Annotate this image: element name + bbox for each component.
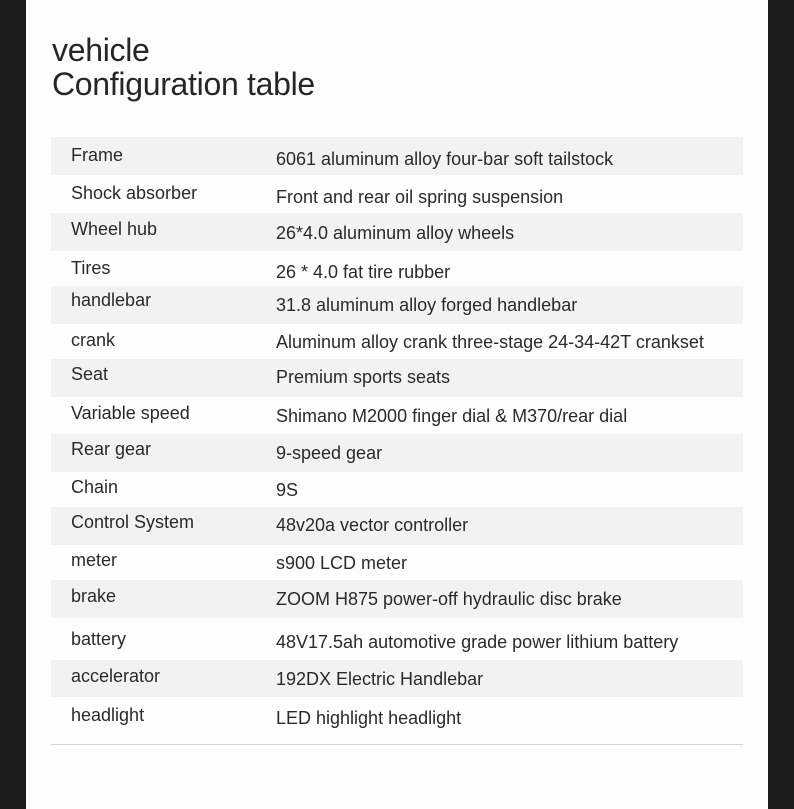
row-value: Aluminum alloy crank three-stage 24-34-42T crankset xyxy=(276,332,704,352)
table-row xyxy=(51,175,743,213)
row-value: LED highlight headlight xyxy=(276,708,462,728)
row-label: crank xyxy=(71,330,116,350)
row-label: Tires xyxy=(71,258,111,278)
row-value: 48v20a vector controller xyxy=(276,515,469,535)
row-value: 9S xyxy=(276,480,299,500)
table-row xyxy=(51,434,743,472)
title-line-2: Configuration table xyxy=(52,66,315,102)
table-row xyxy=(51,545,743,580)
row-value: 6061 aluminum alloy four-bar soft tailstock xyxy=(276,149,614,169)
row-value: 9-speed gear xyxy=(276,443,383,463)
row-label: handlebar xyxy=(71,290,152,310)
row-value: 31.8 aluminum alloy forged handlebar xyxy=(276,295,578,315)
row-value: 26*4.0 aluminum alloy wheels xyxy=(276,223,515,243)
row-value: 192DX Electric Handlebar xyxy=(276,669,484,689)
spec-panel xyxy=(26,0,768,809)
row-label: Variable speed xyxy=(71,403,190,423)
table-row xyxy=(51,697,743,737)
row-label: Rear gear xyxy=(71,439,152,459)
row-value: s900 LCD meter xyxy=(276,553,408,573)
row-label: Control System xyxy=(71,512,195,532)
row-label: Chain xyxy=(71,477,119,497)
table-row xyxy=(51,137,743,175)
row-label: Shock absorber xyxy=(71,183,198,203)
table-row xyxy=(51,507,743,545)
row-value: Shimano M2000 finger dial & M370/rear dial xyxy=(276,406,628,426)
row-label: meter xyxy=(71,550,118,570)
title-line-1: vehicle xyxy=(52,32,150,68)
row-label: Wheel hub xyxy=(71,219,158,239)
table-row xyxy=(51,397,743,434)
left-border xyxy=(0,0,26,809)
table-row xyxy=(51,251,743,286)
table-row xyxy=(51,660,743,697)
table-row xyxy=(51,213,743,251)
row-value: 48V17.5ah automotive grade power lithium battery xyxy=(276,632,679,652)
row-label: Seat xyxy=(71,364,109,384)
row-label: brake xyxy=(71,586,117,606)
row-label: Frame xyxy=(71,145,124,165)
row-label: accelerator xyxy=(71,666,161,686)
row-label: battery xyxy=(71,629,127,649)
table-row xyxy=(51,324,743,359)
page-title xyxy=(52,33,315,101)
table-row xyxy=(51,472,743,507)
row-value: Premium sports seats xyxy=(276,367,451,387)
right-border xyxy=(768,0,794,809)
row-value: 26 * 4.0 fat tire rubber xyxy=(276,262,451,282)
table-row xyxy=(51,286,743,324)
table-row xyxy=(51,359,743,397)
row-value: ZOOM H875 power-off hydraulic disc brake xyxy=(276,589,622,609)
table-row xyxy=(51,618,743,660)
row-label: headlight xyxy=(71,705,145,725)
row-value: Front and rear oil spring suspension xyxy=(276,187,564,207)
table-bottom-divider xyxy=(51,744,743,745)
table-row xyxy=(51,580,743,618)
